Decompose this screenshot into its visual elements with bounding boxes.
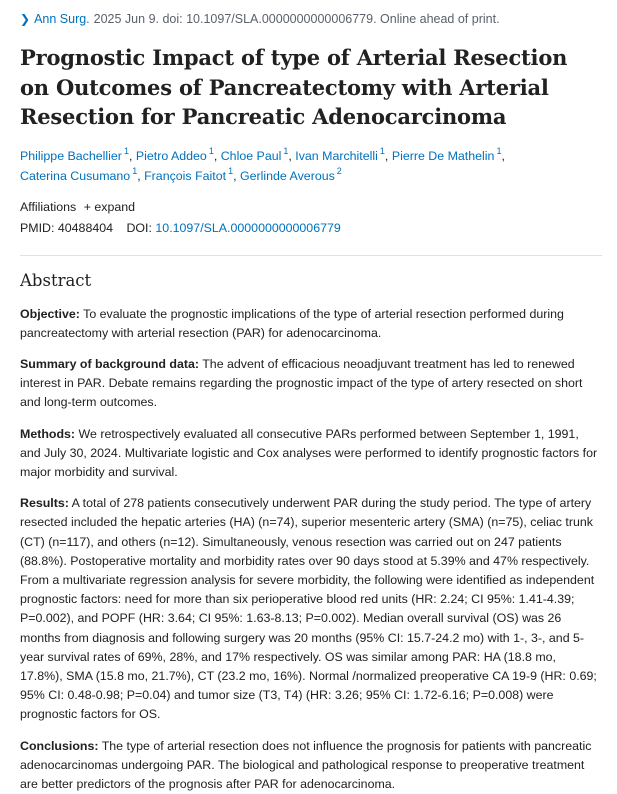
author-separator: , — [384, 148, 392, 163]
plus-icon: + — [83, 199, 91, 214]
abstract-results — [20, 494, 602, 724]
author-link[interactable]: François Faitot $^1$ — [144, 166, 234, 183]
affiliation-ref[interactable]: 1 — [208, 146, 214, 157]
affiliations-label: Affiliations — [20, 199, 77, 214]
affiliations-expand: expand — [94, 199, 136, 214]
author-separator: , — [213, 148, 221, 163]
affiliation-ref[interactable]: 1 — [123, 146, 129, 157]
author-list — [20, 146, 602, 186]
doi-link[interactable]: 10.1097/SLA.0000000000006779 — [155, 220, 341, 235]
section-label: Objective: — [20, 306, 80, 321]
author-link[interactable]: Gerlinde Averous $^2$ — [239, 166, 342, 183]
abstract-methods — [20, 425, 602, 483]
chevron-right-icon[interactable]: ❯ — [20, 12, 31, 26]
section-label: Results: — [20, 496, 69, 511]
abstract-objective — [20, 305, 602, 343]
section-label: Conclusions: — [20, 738, 99, 753]
author-link[interactable]: Ivan Marchitelli $^1$ — [295, 146, 385, 163]
author-link[interactable]: Philippe Bachellier $^1$ — [20, 146, 129, 163]
section-text: The type of arterial resection does not influence the prognosis for patients with pancreatic adenocarcinomas undergoing PAR. The biological and pathological response to preoperative treatment are better predictors of the prognosis after PAR for adenocarcinoma. — [20, 738, 592, 791]
section-text: The advent of efficacious neoadjuvant treatment has led to renewed interest in PAR. Debate remains regarding the prognostic impact of the type of artery resected on short and long-term outcomes. — [20, 356, 583, 410]
affiliation-ref[interactable]: 1 — [283, 146, 289, 157]
affiliations-toggle[interactable] — [20, 199, 602, 215]
affiliation-ref[interactable]: 1 — [496, 146, 502, 157]
section-text: A total of 278 patients consecutively underwent PAR during the study period. The type of artery resected included the hepatic arteries (HA) (n=74), superior mesenteric artery (SMA) (n=75), celiac trunk (CT) (n=117), and others (n=12). Simultaneously, venous resection was carried out on 247 patients (88.8%). Postoperative mortality and morbidity rates over 90 days stood at 5.39% and 47% respectively. From a multivariate regression analysis for severe morbidity, the following were identified as independent prognostic factors: need for more than six perioperative blood red units (HR: 2.24; CI 95%: 1.41-4.39; P=0.002), and POPF (HR: 3.64; CI 95%: 1.63-8.13; P=0.002). Median overall survival (OS) was 26 months from diagnosis and following surgery was 20 months (95% CI: 15.7-24.2 mo) with 1-, 3-, and 5-year survival rates of 69%, 28%, and 17% respectively. OS was similar among PAR: HA (18.8 mo, 17.8%), SMA (15.8 mo, 21.7%), CT (23.2 mo, 16%). Normal /normalized preoperative CA 19-9 (HR: 0.69; 95% CI: 0.48-0.98; P=0.04) and tumor size (T3, T4) (HR: 3.26; 95% CI: 1.72-6.16; P=0.008) were prognostic factors for OS. — [20, 496, 597, 722]
affiliation-ref[interactable]: 1 — [228, 166, 234, 177]
abstract-conclusions — [20, 737, 602, 794]
article-page — [20, 0, 602, 794]
author-separator: , — [288, 148, 296, 163]
author-separator: , — [501, 148, 505, 163]
author-link[interactable]: Pietro Addeo $^1$ — [135, 146, 214, 163]
section-divider — [20, 255, 602, 256]
affiliation-ref[interactable]: 2 — [336, 166, 342, 177]
abstract-background — [20, 355, 602, 413]
author-link[interactable]: Pierre De Mathelin $^1$ — [391, 146, 502, 163]
affiliation-ref[interactable]: 1 — [132, 166, 138, 177]
article-title: Prognostic Impact of type of Arterial Resection on Outcomes of Pancreatectomy with Arterial Resection for Pancreatic Adenocarcinoma — [20, 45, 568, 129]
author-separator: , — [137, 168, 145, 183]
section-text: To evaluate the prognostic implications of the type of arterial resection performed during pancreatectomy with arterial resection (PAR) for adenocarcinoma. — [20, 306, 564, 340]
section-text: We retrospectively evaluated all consecutive PARs performed between September 1, 1991, and July 30, 2024. Multivariate logistic and Cox analyses were performed to identify prognostic factors for major morbidity and survival. — [20, 426, 598, 479]
affiliation-ref[interactable]: 1 — [379, 146, 385, 157]
pmid-label: PMID: — [20, 220, 55, 235]
doi-label: DOI: — [126, 220, 152, 235]
section-label: Summary of background data: — [20, 356, 200, 371]
author-link[interactable]: Caterina Cusumano $^1$ — [20, 166, 138, 183]
article-identifiers — [20, 220, 602, 236]
author-separator: , — [233, 168, 240, 183]
abstract-heading: Abstract — [20, 270, 92, 290]
pmid-value: 40488404 — [57, 220, 114, 235]
author-link[interactable]: Chloe Paul $^1$ — [220, 146, 289, 163]
journal-link[interactable]: Ann Surg. — [34, 12, 90, 26]
citation-line — [20, 11, 602, 27]
section-label: Methods: — [20, 426, 76, 441]
author-separator: , — [128, 148, 136, 163]
citation-details: 2025 Jun 9. doi: 10.1097/SLA.0000000000006779. Online ahead of print. — [93, 12, 500, 26]
